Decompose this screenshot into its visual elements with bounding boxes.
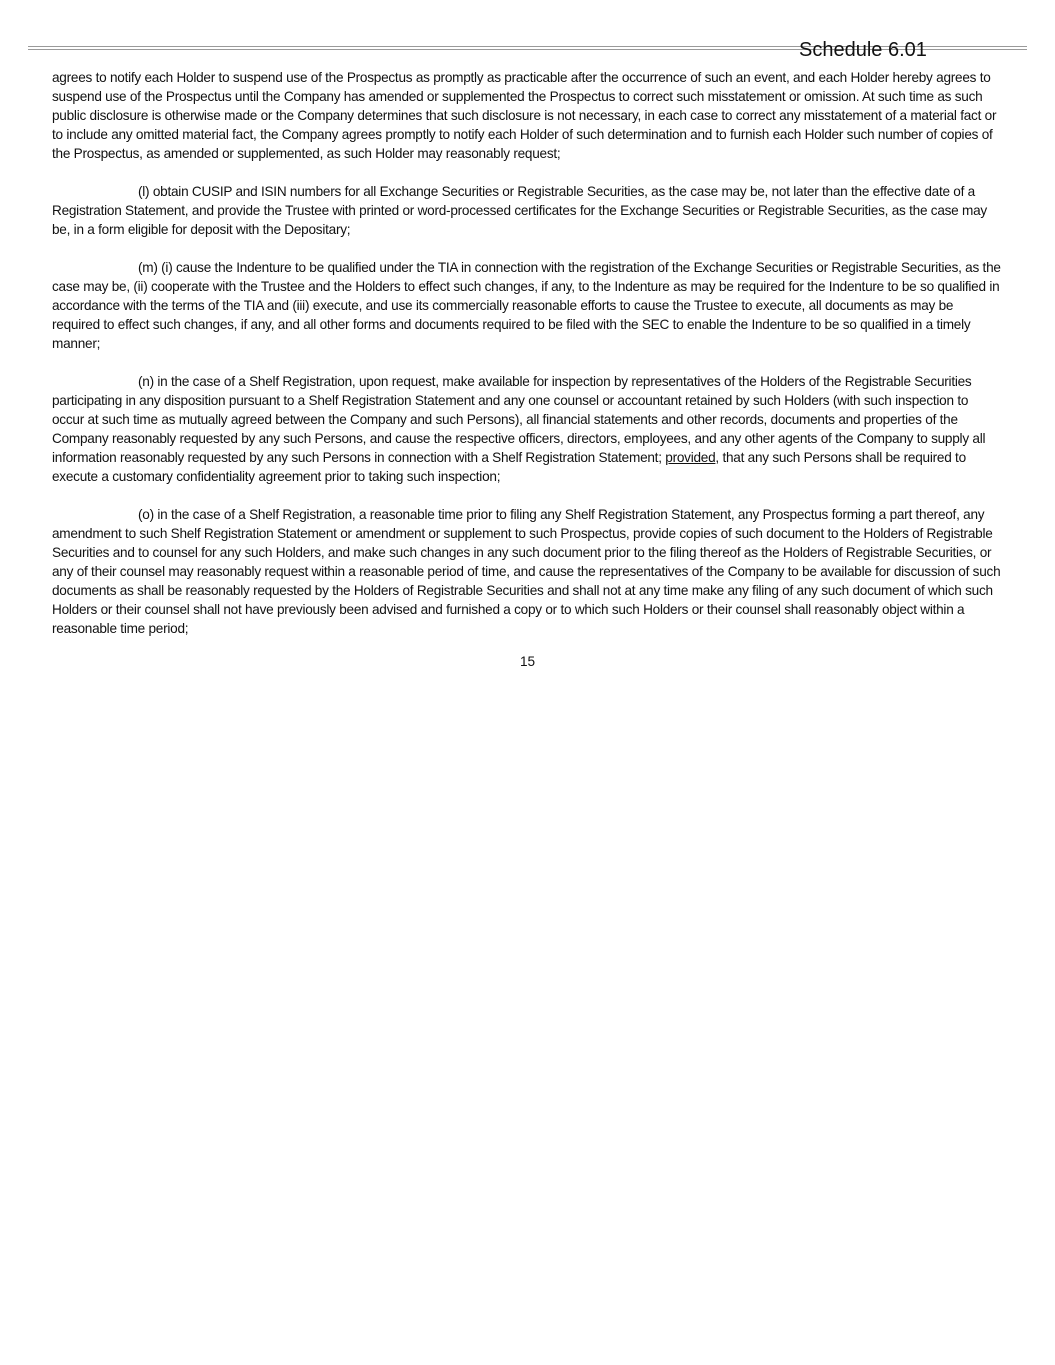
paragraph-l: (l) obtain CUSIP and ISIN numbers for all Exchange Securities or Registrable Securities, as the case may be, not later than the effective date of a Registration Statement, and provide the Trustee with printed or word-processed certificates for the Exchange Securities or Registrable Securities, as the case may be, in a form eligible for deposit with the Depositary; xyxy=(52,184,987,237)
page-number: 15 xyxy=(519,654,536,669)
provided-term: provided xyxy=(665,450,716,465)
document-body xyxy=(52,68,1002,657)
paragraph-o: (o) in the case of a Shelf Registration, a reasonable time prior to filing any Shelf Registration Statement, any Prospectus forming a part thereof, any amendment to such Shelf Registration Statement or amendment or supplement to such Prospectus, provide copies of such document to the Holders of Registrable Securities and to counsel for any such Holders, and make such changes in any such document prior to the filing thereof as the Holders of Registrable Securities, or any of their counsel may reasonably request within a reasonable period of time, and cause the representatives of the Company to be available for discussion of such documents as shall be reasonably requested by the Holders of Registrable Securities and shall not at any time make any filing of any such document of which such Holders or their counsel shall not have previously been advised and furnished a copy or to which such Holders or their counsel shall reasonably object within a reasonable time period; xyxy=(52,507,1001,636)
paragraph-n-text-2: , that any such Persons shall be required to execute a customary confidentiality agreement prior to taking such inspection; xyxy=(52,450,966,484)
paragraph-n xyxy=(52,372,1002,486)
paragraph-n-text-1: (n) in the case of a Shelf Registration, upon request, make available for inspection by representatives of the Holders of the Registrable Securities participating in any disposition pursuant to a Shelf Registration Statement and any one counsel or accountant retained by such Holders (with such inspection to occur at such time as mutually agreed between the Company and such Persons), all financial statements and other records, documents and properties of the Company reasonably requested by any such Persons, and cause the respective officers, directors, employees, and any other agents of the Company to supply all information reasonably requested by any such Persons in connection with a Shelf Registration Statement; xyxy=(52,374,986,465)
schedule-label: Schedule 6.01 xyxy=(799,39,927,61)
paragraph-m: (m) (i) cause the Indenture to be qualified under the TIA in connection with the registration of the Exchange Securities or Registrable Securities, as the case may be, (ii) cooperate with the Trustee and the Holders to effect such changes, if any, to the Indenture as may be required for the Indenture to be so qualified in accordance with the terms of the TIA and (iii) execute, and use its commercially reasonable efforts to cause the Trustee to execute, all documents as may be required to effect such changes, if any, and all other forms and documents required to be filed with the SEC to enable the Indenture to be so qualified in a timely manner; xyxy=(52,260,1001,351)
paragraph-k-continued: agrees to notify each Holder to suspend use of the Prospectus as promptly as practicable after the occurrence of such an event, and each Holder hereby agrees to suspend use of the Prospectus until the Company has amended or supplemented the Prospectus to correct such misstatement or omission. At such time as such public disclosure is otherwise made or the Company determines that such disclosure is not necessary, in each case to correct any misstatement of a material fact or to include any omitted material fact, the Company agrees promptly to notify each Holder of such determination and to furnish each Holder such number of copies of the Prospectus, as amended or supplemented, as such Holder may reasonably request; xyxy=(52,70,997,161)
